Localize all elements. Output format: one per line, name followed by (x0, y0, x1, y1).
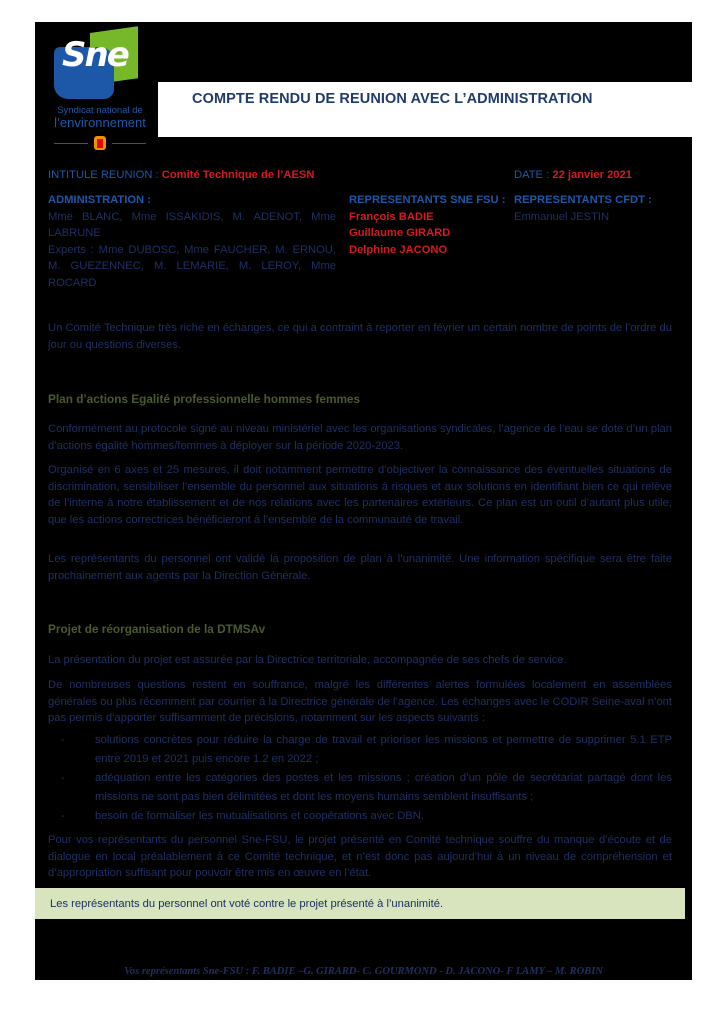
list-item: - adéquation entre les catégories des postes et les missions ; création d’un pôle de secrétariat partagé dont les missions ne sont pas bien délimitées et dont les moyens humains semblent insuffisants ; (48, 769, 672, 807)
section-heading-equality: Plan d’actions Egalité professionnelle hommes femmes (48, 392, 361, 406)
sne-representatives-label: REPRESENTANTS SNE FSU : (349, 194, 506, 206)
date-value: 22 janvier 2021 (552, 169, 632, 181)
sne-logo-brand: Sne (62, 35, 128, 75)
fsu-badge (50, 136, 150, 150)
sne-member: Guillaume GIRARD (349, 227, 451, 239)
document-page (35, 22, 692, 980)
meeting-title-row (48, 167, 468, 184)
logo-subtitle-line2: l’environnement (54, 115, 146, 130)
vote-result-banner (35, 888, 685, 919)
date-label: DATE : (514, 169, 553, 181)
meeting-date-row (514, 167, 632, 184)
administration-label: ADMINISTRATION : (48, 194, 151, 206)
reorganisation-paragraph-2: De nombreuses questions restent en souffrance, malgré les différentes alertes formulées localement en assemblées générales ou plus récemment par courrier à la Directrice générale de l’agence. Les échanges avec le CODIR Seine-aval n’ont pas permis d’apporter suffisamment de précisions, notamment sur les aspects suivants : (48, 679, 672, 724)
sne-member: François BADIE (349, 210, 434, 223)
administration-members: Mme BLANC, Mme ISSAKIDIS, M. ADENOT, Mme LABRUNE (48, 210, 336, 239)
list-item: - solutions concrètes pour réduire la charge de travail et prioriser les missions et permettre de supprimer 5.1 ETP entre 2019 et 2021 puis encore 1.2 en 2022 ; (48, 731, 672, 769)
cfdt-member: Emmanuel JESTIN (514, 210, 610, 223)
logo-subtitle-line1: Syndicat national de (57, 105, 143, 116)
footer-representatives: Vos représentants Sne-FSU : F. BADIE –G. GIRARD- C. GOURMOND - D. JACONO- F LAMY – M. ROBIN (124, 966, 603, 977)
intro-paragraph: Un Comité Technique très riche en échanges, ce qui a contraint à reporter en février un certain nombre de points de l’ordre du jour ou questions diverses. (48, 322, 672, 351)
equality-paragraph-3: Les représentants du personnel ont validé la proposition de plan à l’unanimité. Une information spécifique sera être faite prochainement aux agents par la Direction Générale. (48, 553, 672, 582)
sne-logo (50, 33, 150, 150)
cfdt-representatives-block (514, 192, 684, 225)
equality-paragraph-2: Organisé en 6 axes et 25 mesures, il doit notamment permettre d’objectiver la connaissance des éventuelles situations de discrimination, sensibiliser l’ensemble du personnel aux situations à risques et aux solutions en identifiant bien ce qui relève de l’interne à notre établissement et de nos relations avec les partenaires extérieurs. Ce plan est un outil d’autant plus utile, que les actions correctrices bénéficieront à l’ensemble de la communauté de travail. (48, 464, 672, 526)
administration-block (48, 192, 336, 291)
meeting-value: Comité Technique de l’AESN (161, 169, 315, 181)
list-item: - besoin de formaliser les mutualisations et coopérations avec DBN. (48, 807, 672, 826)
reorganisation-paragraph-3: Pour vos représentants du personnel Sne-FSU, le projet présenté en Comité technique souffre du manque d’écoute et de dialogue en local préalablement à ce Comité technique, et n’est donc pas aujourd’hui à un niveau de compréhension et d’appropriation suffisant pour pouvoir être mis en œuvre en l’état. (48, 834, 672, 879)
equality-paragraph-1: Conformément au protocole signé au niveau ministériel avec les organisations syndicales, l’agence de l’eau se dote d’un plan d’actions égalité hommes/femmes à déployer sur la période 2020-2023. (48, 423, 672, 452)
vote-result-text: Les représentants du personnel ont voté contre le projet présenté à l’unanimité. (50, 898, 444, 910)
title-banner (158, 82, 692, 137)
administration-experts: Experts : Mme DUBOSC, Mme FAUCHER, M. ERNOU, M. GUEZENNEC, M. LEMARIE, M. LEROY, Mme ROCARD (48, 243, 336, 289)
cfdt-representatives-label: REPRESENTANTS CFDT : (514, 194, 652, 206)
section-heading-reorganisation: Projet de réorganisation de la DTMSAv (48, 622, 266, 636)
reorganisation-paragraph-1: La présentation du projet est assurée par la Directrice territoriale, accompagnée de ses chefs de service. (48, 654, 567, 666)
sne-representatives-block (349, 192, 509, 258)
page-title: COMPTE RENDU DE REUNION AVEC L’ADMINISTRATION (192, 91, 593, 107)
sne-member: Delphine JACONO (349, 243, 448, 256)
concerns-list (48, 731, 672, 826)
sne-logo-mark (54, 33, 138, 99)
meeting-label: INTITULE REUNION : (48, 169, 162, 181)
fsu-icon (94, 136, 106, 150)
